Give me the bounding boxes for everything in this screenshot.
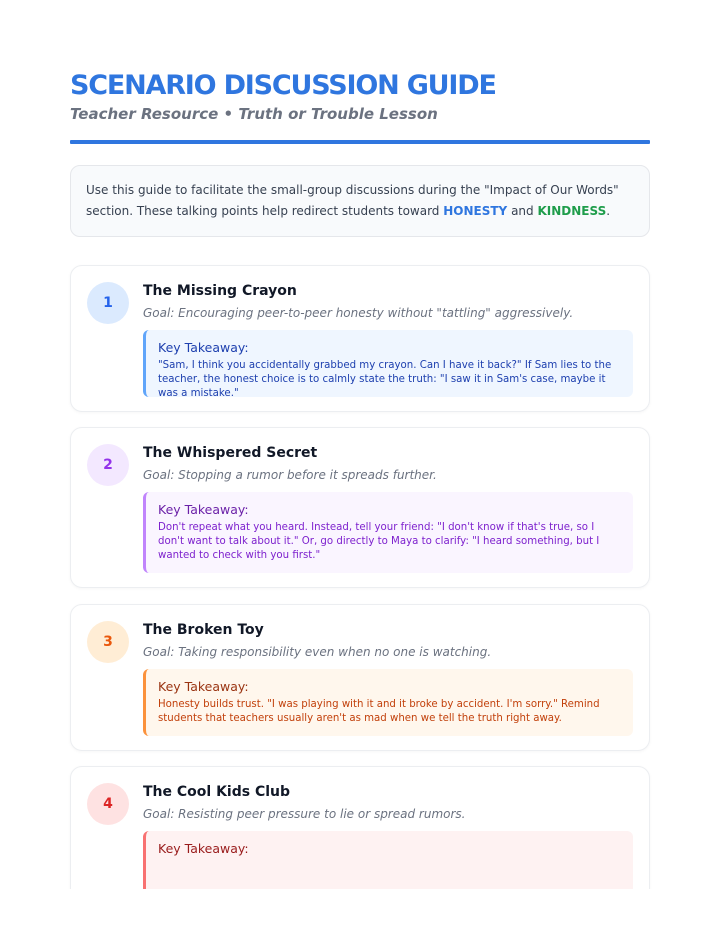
intro-text: Use this guide to facilitate the small-group discussions during the "Impact of Our Words" section. These talking points help redirect students toward: [86, 183, 619, 218]
key-takeaway-label: Key Takeaway:: [158, 502, 249, 517]
key-takeaway-box: [143, 669, 633, 736]
scenario-goal: Goal: Encouraging peer-to-peer honesty without "tattling" aggressively.: [143, 306, 574, 320]
intro-and: and: [507, 204, 538, 218]
highlight-kindness: KINDNESS: [537, 204, 607, 218]
intro-end: .: [606, 204, 611, 218]
scenario-number-badge: 3: [87, 621, 129, 663]
scenario-card-2: [70, 427, 650, 588]
page-title: SCENARIO DISCUSSION GUIDE: [70, 70, 496, 101]
scenario-goal: Goal: Taking responsibility even when no one is watching.: [143, 645, 492, 659]
scenario-title: The Cool Kids Club: [143, 784, 291, 800]
scenario-card-3: [70, 604, 650, 751]
scenario-goal: Goal: Resisting peer pressure to lie or spread rumors.: [143, 807, 466, 821]
key-takeaway-label: Key Takeaway:: [158, 679, 249, 694]
highlight-honesty: HONESTY: [443, 204, 508, 218]
key-takeaway-text: "Sam, I think you accidentally grabbed my crayon. Can I have it back?" If Sam lies to the teacher, the honest choice is to calmly state the truth: "I saw it in Sam's case, maybe it was a mistake.": [158, 360, 612, 399]
key-takeaway-label: Key Takeaway:: [158, 340, 249, 355]
scenario-goal: Goal: Stopping a rumor before it spreads further.: [143, 468, 437, 482]
scenario-number-badge: 1: [87, 282, 129, 324]
intro-box: [70, 165, 650, 237]
key-takeaway-text: Don't repeat what you heard. Instead, tell your friend: "I don't know if that's true, so I don't want to talk about it." Or, go directly to Maya to clarify: "I heard something, but I wanted to check with you first.": [158, 522, 600, 561]
scenario-number-badge: 4: [87, 783, 129, 825]
scenario-number-badge: 2: [87, 444, 129, 486]
scenario-title: The Whispered Secret: [143, 445, 318, 461]
key-takeaway-box: [143, 492, 633, 573]
scenario-title: The Missing Crayon: [143, 283, 297, 299]
scenario-card-1: [70, 265, 650, 412]
key-takeaway-text: Honesty builds trust. "I was playing with it and it broke by accident. I'm sorry." Remind students that teachers usually aren't as mad when we tell the truth right away.: [158, 699, 600, 724]
key-takeaway-box: [143, 330, 633, 397]
key-takeaway-label: Key Takeaway:: [158, 841, 249, 856]
page-subtitle: Teacher Resource • Truth or Trouble Lesson: [70, 105, 438, 123]
header-divider: [70, 140, 650, 144]
scenario-title: The Broken Toy: [143, 622, 264, 638]
page-bottom-margin: [0, 889, 720, 932]
